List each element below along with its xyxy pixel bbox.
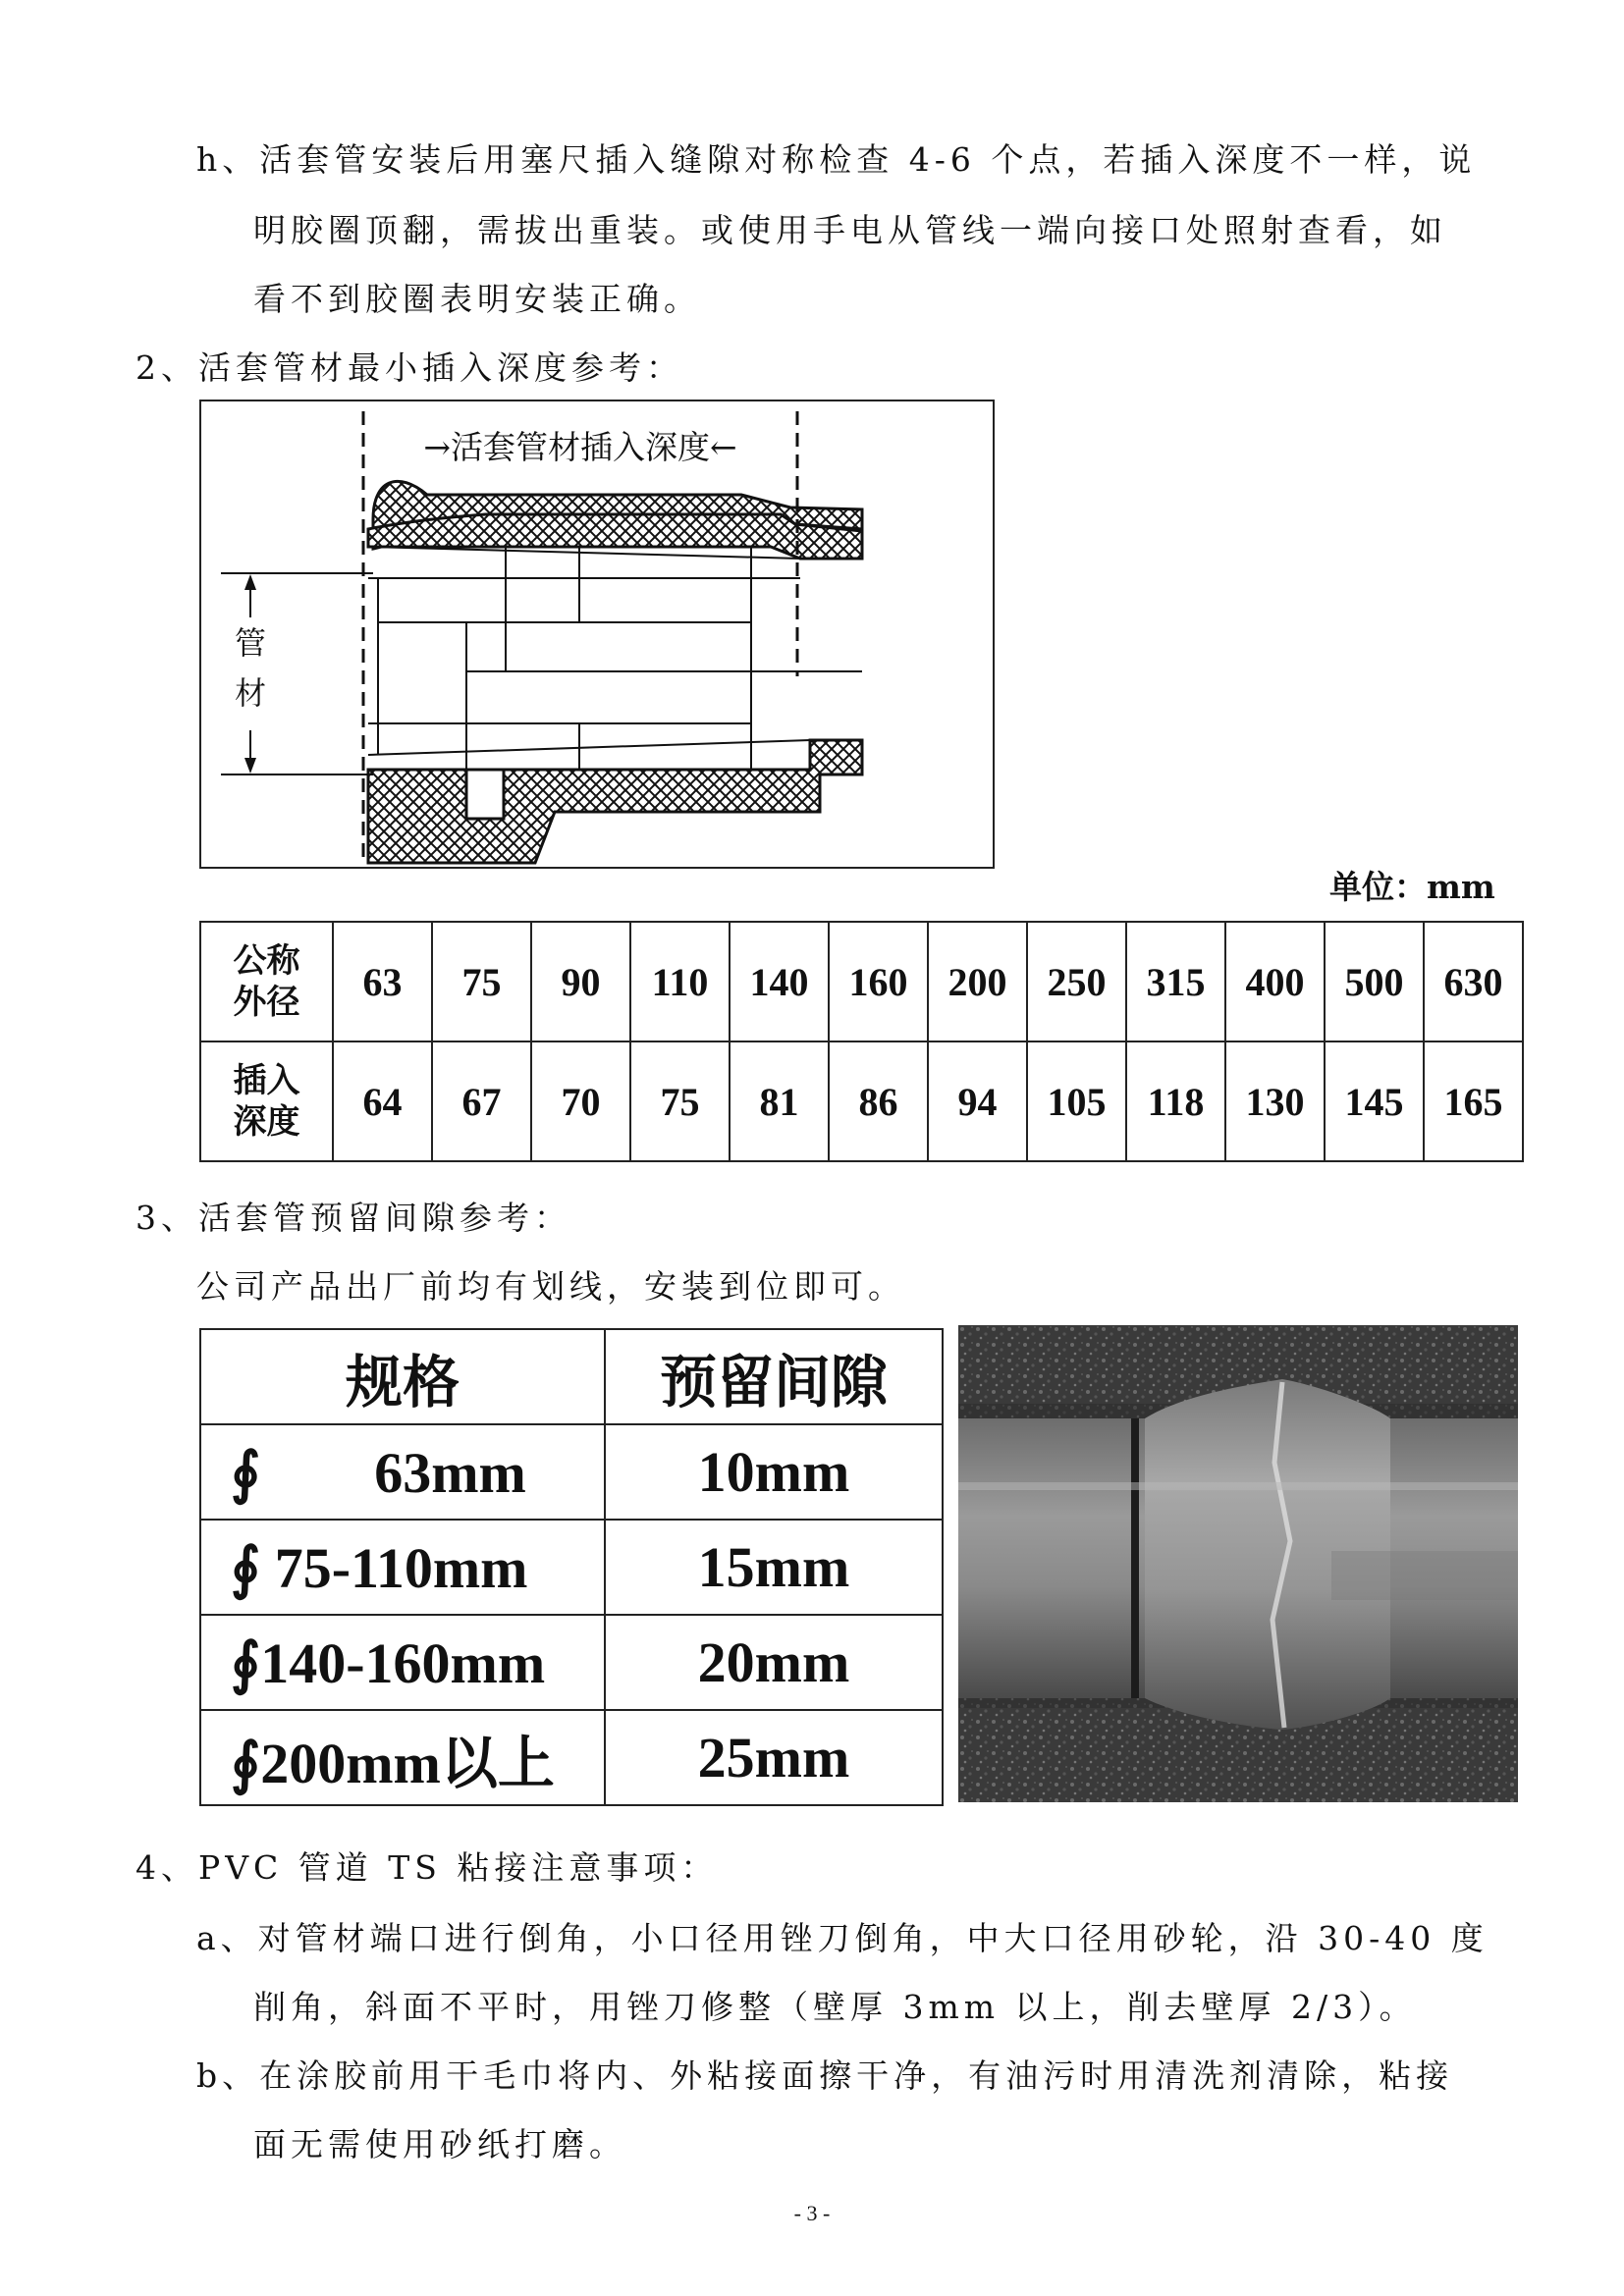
depth-cell: 67 (432, 1041, 531, 1161)
gap-cell: 10mm (605, 1424, 943, 1520)
diameter-cell: 110 (630, 922, 730, 1041)
depth-cell: 165 (1424, 1041, 1523, 1161)
depth-cell: 145 (1325, 1041, 1424, 1161)
table-row (200, 1520, 943, 1615)
header-nominal-diameter: 公称 外径 (200, 922, 333, 1041)
para-b-line1: b、在涂胶前用干毛巾将内、外粘接面擦干净，有油污时用清洗剂清除，粘接 (196, 2056, 1454, 2095)
depth-cell: 105 (1027, 1041, 1126, 1161)
header-insertion-depth: 插入 深度 (200, 1041, 333, 1161)
table-row (200, 1041, 1523, 1161)
pipe-label-2: 材 (234, 674, 267, 712)
socket-top-liner (368, 514, 862, 559)
para-a-line2: 削角，斜面不平时，用锉刀修整（壁厚 3mm 以上，削去壁厚 2/3）。 (253, 1988, 1417, 2026)
diameter-cell: 200 (928, 922, 1027, 1041)
gap-cell: 15mm (605, 1520, 943, 1615)
depth-cell: 94 (928, 1041, 1027, 1161)
reserved-gap-table (199, 1328, 944, 1806)
spec-cell: ∮ 75-110mm (200, 1520, 605, 1615)
header-spec: 规格 (200, 1329, 605, 1424)
diameter-cell: 63 (333, 922, 432, 1041)
section-4-heading: 4、PVC 管道 TS 粘接注意事项： (135, 1848, 719, 1887)
table-row (200, 1424, 943, 1520)
para-a-line1: a、对管材端口进行倒角，小口径用锉刀倒角，中大口径用砂轮，沿 30-40 度 (196, 1919, 1489, 1957)
depth-cell: 70 (531, 1041, 630, 1161)
gap-cell: 25mm (605, 1710, 943, 1805)
section-3-note: 公司产品出厂前均有划线，安装到位即可。 (196, 1267, 905, 1306)
insertion-depth-table (199, 921, 1524, 1162)
table-row (200, 1615, 943, 1710)
section-3-heading: 3、活套管预留间隙参考： (135, 1199, 571, 1237)
pipe-cross-section-svg (201, 401, 993, 867)
gap-cell: 20mm (605, 1615, 943, 1710)
diameter-cell: 400 (1225, 922, 1325, 1041)
section-2-heading: 2、活套管材最小插入深度参考： (135, 348, 683, 387)
spec-cell: ∮ 63mm (200, 1424, 605, 1520)
depth-cell: 81 (730, 1041, 829, 1161)
installed-pipe-photo (958, 1325, 1518, 1802)
pipe-photo-svg (958, 1325, 1518, 1802)
diameter-cell: 75 (432, 922, 531, 1041)
socket-bottom-wall (368, 740, 862, 863)
table-row (200, 922, 1523, 1041)
diameter-cell: 315 (1126, 922, 1225, 1041)
page-number: - 3 - (793, 2201, 831, 2225)
diameter-cell: 250 (1027, 922, 1126, 1041)
para-h-line3: 看不到胶圈表明安装正确。 (253, 280, 701, 318)
depth-cell: 64 (333, 1041, 432, 1161)
diameter-cell: 500 (1325, 922, 1424, 1041)
diameter-cell: 160 (829, 922, 928, 1041)
insertion-depth-diagram (199, 400, 995, 869)
pipe-label-1: 管 (234, 624, 267, 662)
para-h-line1: h、活套管安装后用塞尺插入缝隙对称检查 4-6 个点，若插入深度不一样，说 (196, 140, 1477, 179)
diameter-cell: 90 (531, 922, 630, 1041)
gasket-groove (466, 770, 504, 819)
depth-cell: 118 (1126, 1041, 1225, 1161)
diameter-cell: 630 (1424, 922, 1523, 1041)
depth-cell: 130 (1225, 1041, 1325, 1161)
insertion-depth-label: →活套管材插入深度← (423, 428, 737, 466)
header-gap: 预留间隙 (605, 1329, 943, 1424)
para-b-line2: 面无需使用砂纸打磨。 (253, 2125, 626, 2163)
table-row (200, 1710, 943, 1805)
unit-label: 单位：mm (1329, 868, 1495, 906)
depth-cell: 75 (630, 1041, 730, 1161)
depth-cell: 86 (829, 1041, 928, 1161)
spec-cell: ∮200mm以上 (200, 1710, 605, 1805)
para-h-line2: 明胶圈顶翻，需拔出重装。或使用手电从管线一端向接口处照射查看，如 (253, 211, 1447, 249)
spec-cell: ∮140-160mm (200, 1615, 605, 1710)
diameter-cell: 140 (730, 922, 829, 1041)
table-row (200, 1329, 943, 1424)
